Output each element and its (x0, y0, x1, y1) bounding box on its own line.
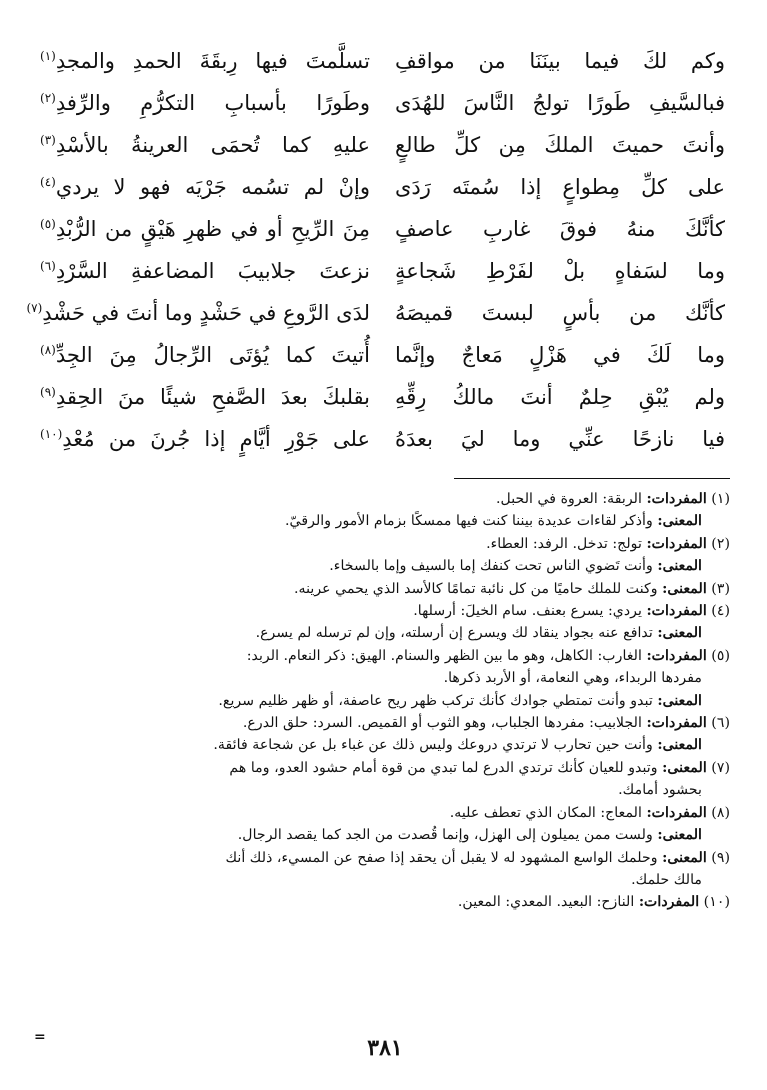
second-hemistich: على جَوْرِ أيَّامٍ إذا جُرنَ من مُعْدِ$^{(١٠)}$ (40, 427, 370, 451)
note-ref[interactable]: (٨) (40, 343, 56, 357)
footnote-number: (٢) (711, 535, 730, 552)
footnote-label: المفردات: (646, 535, 707, 552)
second-hemistich: أُتيتَ كما يُؤتَى الرِّجالُ مِنَ الجِدِّ$^{(٨)}$ (40, 343, 370, 367)
footnote-text: ولست ممن يميلون إلى الهزل، وإنما قُصدت من الجد كما يقصد الرجال. (237, 827, 653, 844)
verse (40, 418, 730, 460)
footnote-text: الغارب: الكاهل، وهو ما بين الظهر والسنام. الهيق: ذكر النعام. الربد: (246, 647, 642, 664)
first-hemistich: وكم لكَ فيما بينَنَا من مواقفِ (395, 49, 725, 73)
footnote-text: الجلابيب: مفردها الجلباب، وهو الثوب أو القميص. السرد: حلق الدرع. (242, 715, 642, 732)
footnote-text: وأذكر لقاءات عديدة بيننا كنت فيها ممسكًا بزمام الأمور والرقيّ. (285, 513, 653, 530)
footnote-label: المعنى: (657, 737, 702, 754)
footnote-label: المعنى: (657, 625, 702, 642)
footnote-line (40, 869, 730, 891)
second-hemistich: بقلبكَ بعدَ الصَّفحِ شيئًا منَ الحِقدِ$^{(٩)}$ (40, 385, 370, 409)
page (26, 40, 730, 1061)
second-hemistich: نزعتَ جلابيبَ المضاعفةِ السَّرْدِ$^{(٦)}$ (40, 259, 370, 283)
footnote-line (40, 645, 730, 667)
footnote-line (40, 510, 730, 532)
footnote-separator (454, 478, 730, 479)
footnote-text: تبدو وأنت تمتطي جوادك كأنك تركب ظهر ريح عاصفة، أو ظهر ظليم سريع. (218, 692, 653, 709)
footnote-line (40, 757, 730, 779)
footnote-text: المعاج: المكان الذي تعطف عليه. (449, 804, 642, 821)
footnotes (40, 488, 730, 914)
footnote-label: المعنى: (657, 692, 702, 709)
footnote-label: المفردات: (646, 603, 707, 620)
poem (26, 40, 730, 460)
first-hemistich: على كلِّ مِطواعٍ إذا سُمتَه رَدَى (395, 175, 725, 199)
footnote-text: بحشود أمامك. (618, 782, 702, 799)
footnote-number: (٥) (711, 647, 730, 664)
footnote-number: (١٠) (703, 894, 730, 911)
footnote-line (40, 824, 730, 846)
footnote-text: وأنت تَضوي الناس تحت كنفك إما بالسيف وإما بالسخاء. (329, 558, 653, 575)
first-hemistich: فبالسَّيفِ طَورًا تولجُ النَّاسَ للهُدَى (395, 91, 725, 115)
verse (40, 82, 730, 124)
footnote-label: المعنى: (662, 759, 707, 776)
note-ref[interactable]: (١) (40, 49, 56, 63)
footnote-number: (٨) (711, 804, 730, 821)
note-ref[interactable]: (٣) (40, 133, 56, 147)
footnote-text: يردي: يسرع بعنف. سام الخيلَ: أرسلها. (413, 603, 642, 620)
footnote-label: المعنى: (657, 513, 702, 530)
second-hemistich: عليهِ كما تُحمَى العرينةُ بالأسْدِ$^{(٣)}$ (40, 133, 370, 157)
verse (40, 376, 730, 418)
footnote-text: تدافع عنه بجواد ينقاد لك ويسرع إن أرسلته، وإن لم ترسله لم يسرع. (255, 625, 653, 642)
footnote-line (40, 600, 730, 622)
page-number: ٣٨١ (367, 1035, 403, 1061)
footnote-label: المفردات: (646, 491, 707, 507)
verse (40, 40, 730, 82)
first-hemistich: فيا نازحًا عنِّي وما ليَ بعدَهُ (395, 427, 725, 451)
footnote-number: (٧) (711, 759, 730, 776)
footnote-line (40, 802, 730, 824)
footnote-line (40, 712, 730, 734)
footnote-text: مفردها الربداء، وهي النعامة، أو الأربد ذكرها. (443, 670, 702, 687)
first-hemistich: ولم يُبْقِ حِلمٌ أنتَ مالكُ رِقِّهِ (395, 385, 725, 409)
footnote-line (40, 734, 730, 756)
footnote-text: النازح: البعيد. المعدي: المعين. (457, 894, 635, 911)
footnote-label: المفردات: (646, 647, 707, 664)
footnote-text: وتبدو للعيان كأنك ترتدي الدرع لما تبدي من قوة أمام حشود العدو، وما هم (229, 759, 658, 776)
footnote-number: (١) (711, 491, 730, 507)
footnote-number: (٣) (711, 580, 730, 597)
footnote-text: وحلمك الواسع المشهود له لا يقبل أن يحقد إذا صفح عن المسيء، ذلك أنك (225, 849, 658, 866)
note-ref[interactable]: (٤) (40, 175, 56, 189)
second-hemistich: مِنَ الرِّيحِ أو في ظهرِ هَيْقٍ من الرُّبْدِ$^{(٥)}$ (40, 217, 370, 241)
footnote-line (40, 667, 730, 689)
verse (40, 166, 730, 208)
first-hemistich: وما لسَفاهٍ بلْ لفَرْطِ شَجاعةٍ (395, 259, 725, 283)
verse (40, 208, 730, 250)
footnote-text: مالك حلمك. (631, 871, 702, 888)
second-hemistich: لدَى الرَّوعِ في حَشْدٍ وما أنتَ في حَشْدِ$^{(٧)}$ (26, 301, 370, 325)
note-ref[interactable]: (٩) (40, 385, 56, 399)
footnote-label: المعنى: (662, 849, 707, 866)
note-ref[interactable]: (١٠) (40, 427, 63, 441)
second-hemistich: تسلَّمتَ فيها رِبقَةَ الحمدِ والمجدِ$^{(١)}$ (40, 49, 370, 73)
note-ref[interactable]: (٢) (40, 91, 56, 105)
footnote-number: (٩) (711, 849, 730, 866)
verse (40, 124, 730, 166)
note-ref[interactable]: (٧) (26, 301, 43, 315)
footnote-line (40, 622, 730, 644)
footnote-line (40, 555, 730, 577)
footnote-line (40, 891, 730, 913)
footnote-number: (٦) (711, 715, 730, 732)
second-hemistich: وطَورًا بأسبابِ التكرُّمِ والرِّفدِ$^{(٢)}$ (40, 91, 370, 115)
footnote-label: المعنى: (657, 558, 702, 575)
verse (26, 292, 730, 334)
footnote-label: المعنى: (662, 580, 707, 597)
first-hemistich: كأنَّكَ منهُ فوقَ غاربِ عاصفٍ (395, 217, 725, 241)
footnote-number: (٤) (711, 603, 730, 620)
footnote-line (40, 488, 730, 510)
note-ref[interactable]: (٦) (40, 259, 56, 273)
footnote-line (40, 779, 730, 801)
footnote-line (40, 847, 730, 869)
footnote-text: وأنت حين تحارب لا ترتدي دروعك وليس ذلك عن غباء بل عن شجاعة فائقة. (213, 737, 653, 754)
footnote-label: المفردات: (646, 715, 707, 732)
footnote-line (40, 690, 730, 712)
second-hemistich: وإنْ لم تسُمه جَرْيَه فهو لا يردي$^{(٤)}$ (40, 175, 370, 199)
footnote-label: المفردات: (646, 804, 707, 821)
footnote-line (40, 578, 730, 600)
verse (40, 334, 730, 376)
footnote-text: وكنت للملك حاميًا من كل نائبة تمامًا كالأسد الذي يحمي عرينه. (294, 580, 658, 597)
verse (40, 250, 730, 292)
footnote-line (40, 533, 730, 555)
footnote-text: تولج: تدخل. الرفد: العطاء. (486, 535, 642, 552)
continuation-mark: = (34, 1029, 46, 1045)
first-hemistich: وما لَكَ في هَزْلٍ مَعاجٌ وإنَّما (395, 343, 725, 367)
footnote-label: المعنى: (657, 827, 702, 844)
first-hemistich: كأنَّك من بأسٍ لبستَ قميصَهُ (395, 301, 725, 325)
footnote-label: المفردات: (638, 894, 700, 911)
footnote-text: الربقة: العروة في الحبل. (496, 491, 642, 507)
note-ref[interactable]: (٥) (40, 217, 56, 231)
first-hemistich: وأنتَ حميتَ الملكَ مِن كلِّ طالعٍ (395, 133, 725, 157)
